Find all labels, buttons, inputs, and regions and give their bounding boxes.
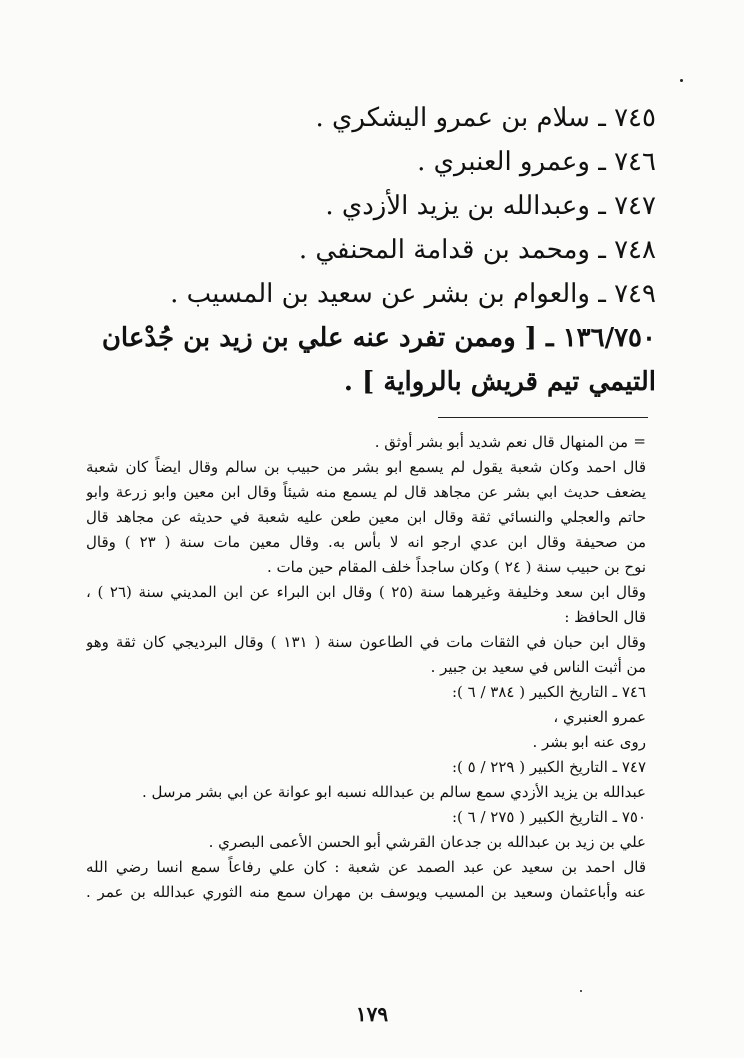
entry-750-heading: ١٣٦/٧٥٠ ـ [ وممن تفرد عنه علي بن زيد بن جُدْعان التيمي تيم قريش بالرواية ] . <box>101 323 656 397</box>
footnote-line: عنه وأباعثمان وسعيد بن المسيب ويوسف بن مهران سمع منه الثوري عبدالله بن عمر . <box>86 883 646 901</box>
footnote-line: من المنهال قال نعم شديد أبو بشر أوثق . <box>374 433 628 451</box>
footnote-divider <box>438 417 648 418</box>
entry-747: ٧٤٧ ـ وعبدالله بن يزيد الأزدي . <box>325 191 656 221</box>
page-number: ١٧٩ <box>355 1002 389 1026</box>
entry-748: ٧٤٨ ـ ومحمد بن قدامة المحنفي . <box>298 235 656 265</box>
footnote-line: عبدالله بن يزيد الأزدي سمع سالم بن عبدالله نسبه ابو عوانة عن ابي بشر مرسل . <box>141 783 646 801</box>
footnote-line: يضعف حديث ابي بشر عن مجاهد قال لم يسمع منه شيئاً وقال ابن معين وابو زرعة وابو <box>86 483 646 501</box>
footnote-line: قال احمد وكان شعبة يقول لم يسمع ابو بشر من حبيب بن سالم وقال ايضاً كان شعبة <box>86 458 646 476</box>
main-entries <box>76 96 656 404</box>
footnote-line: قال الحافظ : <box>564 608 646 626</box>
footnote-line: من أثبت الناس في سعيد بن جبير . <box>430 658 646 676</box>
footnote-line: عمرو العنبري ، <box>553 708 646 726</box>
footnote-ref-747: ٧٤٧ ـ التاريخ الكبير ( ٢٢٩ / ٥ ): <box>451 758 646 776</box>
entry-749: ٧٤٩ ـ والعوام بن بشر عن سعيد بن المسيب . <box>170 279 656 309</box>
footnote-continuation-marker: = <box>633 432 646 450</box>
footnote-line: روى عنه ابو بشر . <box>532 733 646 751</box>
footnote-line: قال احمد بن سعيد عن عبد الصمد عن شعبة : كان علي رفاعاً سمع انسا رضي الله <box>86 858 646 876</box>
footnote-line: من صحيفة وقال ابن عدي ارجو انه لا بأس به. وقال معين مات سنة ( ٢٣ ) وقال <box>86 533 646 551</box>
footnotes <box>86 430 646 905</box>
entry-746: ٧٤٦ ـ وعمرو العنبري . <box>417 147 656 177</box>
scan-speck <box>680 79 683 82</box>
footnote-ref-746: ٧٤٦ ـ التاريخ الكبير ( ٣٨٤ / ٦ ): <box>451 683 646 701</box>
footnote-line: وقال ابن سعد وخليفة وغيرهما سنة (٢٥ ) وقال ابن البراء عن ابن المديني سنة (٢٦ ) ، <box>86 583 646 601</box>
footnote-line: نوح بن حبيب سنة ( ٢٤ ) وكان ساجداً خلف المقام حين مات . <box>267 558 646 576</box>
scan-speck <box>580 990 582 992</box>
footnote-line: علي بن زيد بن عبدالله بن جدعان القرشي أبو الحسن الأعمى البصري . <box>208 833 646 851</box>
footnote-line: وقال ابن حبان في الثقات مات في الطاعون سنة ( ١٣١ ) وقال البرديجي كان ثقة وهو <box>86 633 646 651</box>
footnote-ref-750: ٧٥٠ ـ التاريخ الكبير ( ٢٧٥ / ٦ ): <box>451 808 646 826</box>
footnote-line: حاتم والعجلي والنسائي ثقة وقال ابن معين طعن عليه شعبة في حديثه عن مجاهد قال <box>86 508 646 526</box>
entry-745: ٧٤٥ ـ سلام بن عمرو اليشكري . <box>315 103 656 133</box>
